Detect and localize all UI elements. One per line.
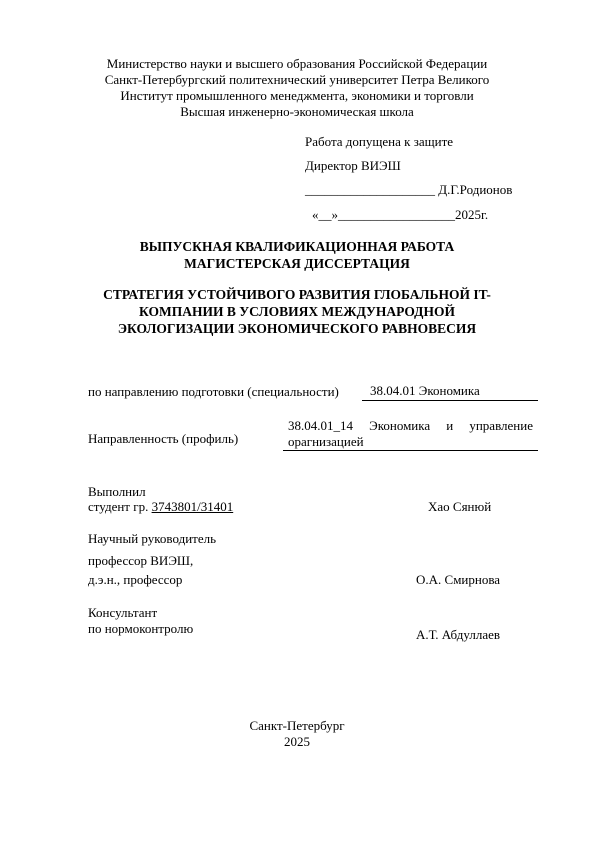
supervisor-name: О.А. Смирнова bbox=[416, 572, 501, 587]
supervisor-label: Научный руководитель bbox=[88, 531, 217, 546]
profile-label: Направленность (профиль) bbox=[88, 431, 239, 446]
footer bbox=[0, 718, 594, 750]
consultant-label: Консультант bbox=[88, 605, 158, 620]
consultant-name: А.Т. Абдуллаев bbox=[416, 627, 500, 642]
supervisor-position: профессор ВИЭШ, bbox=[88, 553, 194, 568]
university-line: Санкт-Петербургский политехнический университет Петра Великого bbox=[104, 72, 490, 87]
work-type-line2: МАГИСТЕРСКАЯ ДИССЕРТАЦИЯ bbox=[184, 256, 410, 271]
direction-underline bbox=[362, 400, 538, 401]
direction-value: 38.04.01 Экономика bbox=[370, 383, 480, 398]
work-type-line1: ВЫПУСКНАЯ КВАЛИФИКАЦИОННАЯ РАБОТА bbox=[139, 239, 455, 254]
student-group-number: 3743801/31401 bbox=[151, 499, 234, 514]
performed-label: Выполнил bbox=[88, 484, 146, 499]
thesis-topic-line2: КОМПАНИИ В УСЛОВИЯХ МЕЖДУНАРОДНОЙ bbox=[139, 304, 455, 319]
footer-year: 2025 bbox=[284, 734, 310, 749]
thesis-topic-line3: ЭКОЛОГИЗАЦИИ ЭКОНОМИЧЕСКОГО РАВНОВЕСИЯ bbox=[117, 321, 477, 336]
consultant-role: по нормоконтролю bbox=[88, 621, 194, 636]
thesis-topic bbox=[60, 286, 534, 337]
profile-value-line1 bbox=[288, 418, 533, 434]
ministry-line: Министерство науки и высшего образования Российской Федерации bbox=[106, 56, 488, 71]
thesis-topic-line1: СТРАТЕГИЯ УСТОЙЧИВОГО РАЗВИТИЯ ГЛОБАЛЬНОЙ IT- bbox=[103, 287, 491, 302]
admitted-text: Работа допущена к защите bbox=[305, 134, 454, 149]
student-group-line bbox=[88, 499, 233, 515]
student-name: Хао Сянюй bbox=[428, 499, 492, 514]
profile-value-line2: орагнизацией bbox=[288, 434, 364, 449]
school-line: Высшая инженерно-экономическая школа bbox=[180, 104, 414, 119]
institution-header bbox=[0, 56, 594, 120]
supervisor-degree: д.э.н., профессор bbox=[88, 572, 183, 587]
approval-date-line: «__»__________________2025г. bbox=[312, 207, 489, 222]
footer-city: Санкт-Петербург bbox=[249, 718, 345, 733]
profile-value-text1: 38.04.01_14 Экономика и управление bbox=[288, 418, 533, 433]
profile-underline bbox=[283, 450, 538, 451]
director-signature-line: ____________________ Д.Г.Родионов bbox=[305, 182, 513, 197]
direction-label: по направлению подготовки (специальности) bbox=[88, 384, 339, 399]
work-type-title bbox=[60, 238, 534, 272]
institute-line: Институт промышленного менеджмента, экономики и торговли bbox=[120, 88, 474, 103]
student-group-prefix: студент гр. bbox=[88, 499, 152, 514]
director-text: Директор ВИЭШ bbox=[305, 158, 401, 173]
